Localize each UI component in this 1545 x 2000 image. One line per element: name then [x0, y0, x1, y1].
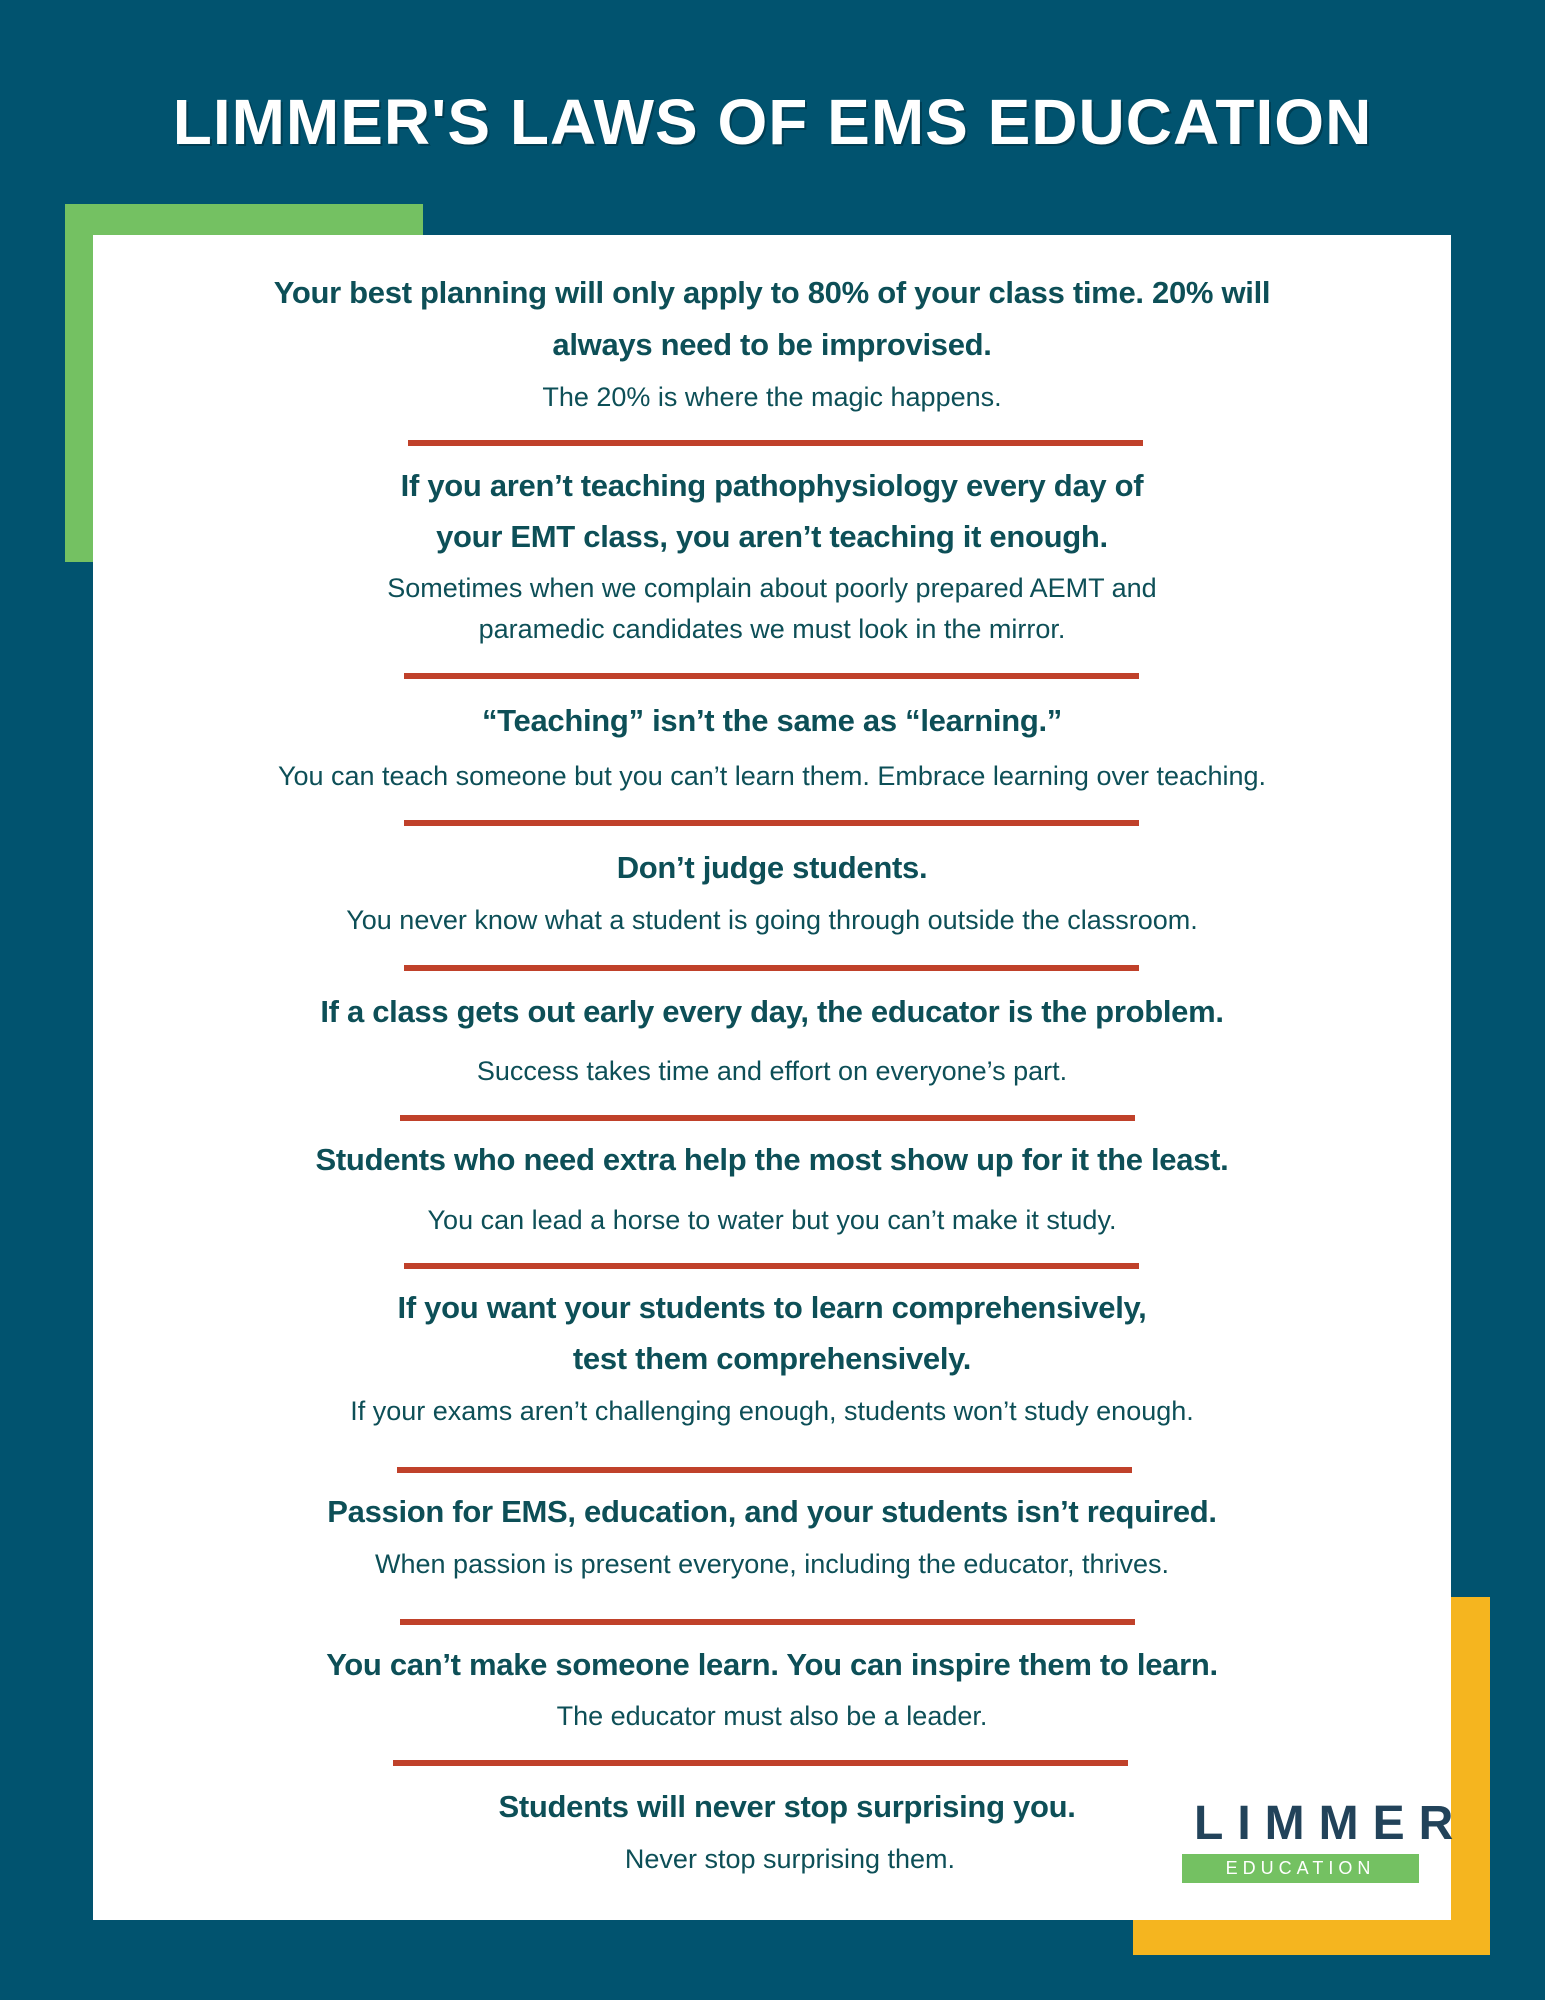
divider: [408, 440, 1143, 446]
limmer-education-logo: [1182, 1797, 1468, 1883]
divider: [404, 1263, 1139, 1269]
law-subtext: The educator must also be a leader.: [556, 1701, 988, 1731]
law-subtext: If your exams aren’t challenging enough, students won’t study enough.: [350, 1396, 1194, 1426]
law-heading: always need to be improvised.: [552, 327, 992, 362]
law-subtext: You can lead a horse to water but you can’t make it study.: [427, 1205, 1117, 1235]
law-heading: You can’t make someone learn. You can inspire them to learn.: [326, 1647, 1218, 1682]
page-title: LIMMER'S LAWS OF EMS EDUCATION: [172, 86, 1373, 158]
law-heading: Students who need extra help the most show up for it the least.: [315, 1142, 1229, 1177]
law-heading: If you aren’t teaching pathophysiology every day of: [400, 468, 1144, 503]
divider: [397, 1467, 1132, 1473]
law-subtext: paramedic candidates we must look in the mirror.: [478, 614, 1066, 644]
law-heading: Don’t judge students.: [616, 850, 928, 885]
law-heading: your EMT class, you aren’t teaching it enough.: [436, 519, 1108, 554]
law-subtext: You never know what a student is going through outside the classroom.: [346, 905, 1198, 935]
law-heading: test them comprehensively.: [572, 1341, 972, 1376]
divider: [404, 673, 1139, 679]
divider: [404, 965, 1139, 971]
logo-subtitle: EDUCATION: [1182, 1854, 1419, 1883]
divider: [393, 1760, 1128, 1766]
law-heading: Passion for EMS, education, and your students isn’t required.: [327, 1494, 1217, 1529]
law-subtext: Never stop surprising them.: [624, 1844, 956, 1874]
law-subtext: You can teach someone but you can’t learn them. Embrace learning over teaching.: [277, 761, 1267, 791]
law-heading: “Teaching” isn’t the same as “learning.”: [481, 703, 1063, 738]
divider: [400, 1115, 1135, 1121]
law-subtext: Sometimes when we complain about poorly prepared AEMT and: [387, 573, 1157, 603]
law-subtext: When passion is present everyone, including the educator, thrives.: [375, 1549, 1169, 1579]
law-subtext: The 20% is where the magic happens.: [542, 382, 1002, 412]
law-heading: Your best planning will only apply to 80% of your class time. 20% will: [273, 275, 1271, 310]
law-heading: If you want your students to learn comprehensively,: [397, 1290, 1147, 1325]
law-subtext: Success takes time and effort on everyone’s part.: [476, 1056, 1068, 1086]
law-heading: Students will never stop surprising you.: [498, 1789, 1076, 1824]
divider: [404, 820, 1139, 826]
law-heading: If a class gets out early every day, the educator is the problem.: [320, 994, 1224, 1029]
divider: [400, 1619, 1135, 1625]
logo-wordmark: LIMMER: [1194, 1797, 1468, 1850]
